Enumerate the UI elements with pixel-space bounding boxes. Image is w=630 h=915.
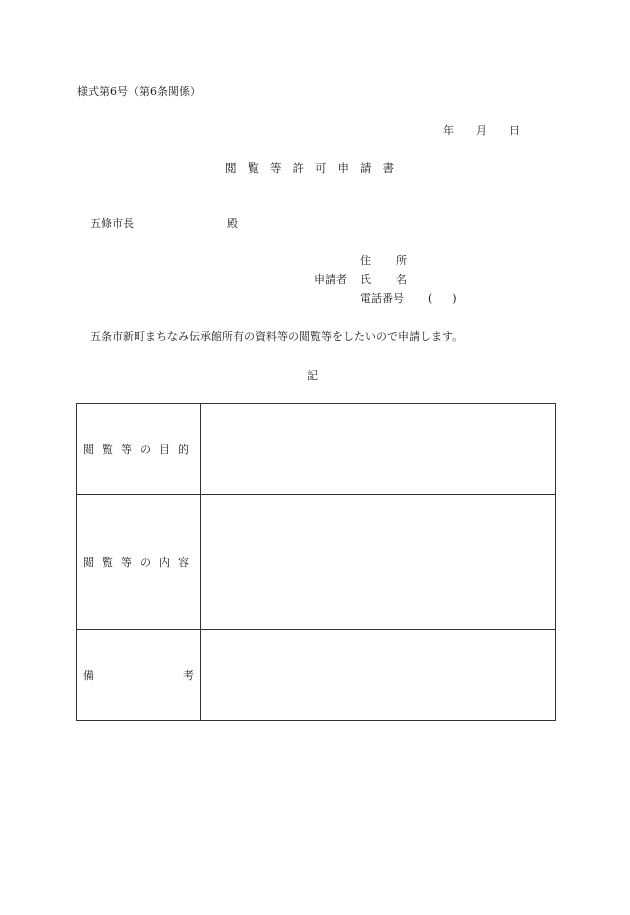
form-number: 様式第6号（第6条関係） — [77, 85, 201, 98]
remarks-label-cell — [77, 630, 201, 721]
ki-heading: 記 — [307, 369, 318, 382]
purpose-label-cell — [77, 404, 201, 495]
purpose-label: 閲覧等の目的 — [83, 443, 197, 456]
table-row — [77, 404, 556, 495]
purpose-value-cell[interactable] — [201, 404, 556, 495]
remarks-label-right: 考 — [183, 669, 194, 682]
date-year-label: 年 — [443, 124, 454, 137]
document-title: 閲覧等許可申請書 — [225, 161, 405, 175]
content-label-cell — [77, 495, 201, 630]
applicant-label: 申請者 — [314, 273, 347, 286]
remarks-value-cell[interactable] — [201, 630, 556, 721]
content-value-cell[interactable] — [201, 495, 556, 630]
date-month-label: 月 — [476, 124, 487, 137]
addressee-honorific: 殿 — [227, 217, 238, 230]
date-day-label: 日 — [509, 124, 520, 137]
applicant-name-label: 氏 名 — [360, 273, 407, 286]
applicant-address-label: 住 所 — [360, 254, 407, 267]
content-label: 閲覧等の内容 — [83, 556, 197, 569]
date-line — [443, 124, 520, 138]
request-text: 五条市新町まちなみ伝承館所有の資料等の閲覧等をしたいので申請します。 — [90, 330, 464, 343]
remarks-label-left: 備 — [83, 669, 94, 682]
addressee-name: 五條市長 — [90, 217, 134, 230]
phone-paren-close: ) — [452, 292, 457, 305]
applicant-phone-label: 電話番号 ( ) — [360, 292, 457, 305]
application-table — [76, 403, 556, 721]
phone-paren-open: ( — [428, 292, 433, 305]
table-row — [77, 630, 556, 721]
addressee — [90, 217, 238, 231]
table-row — [77, 495, 556, 630]
